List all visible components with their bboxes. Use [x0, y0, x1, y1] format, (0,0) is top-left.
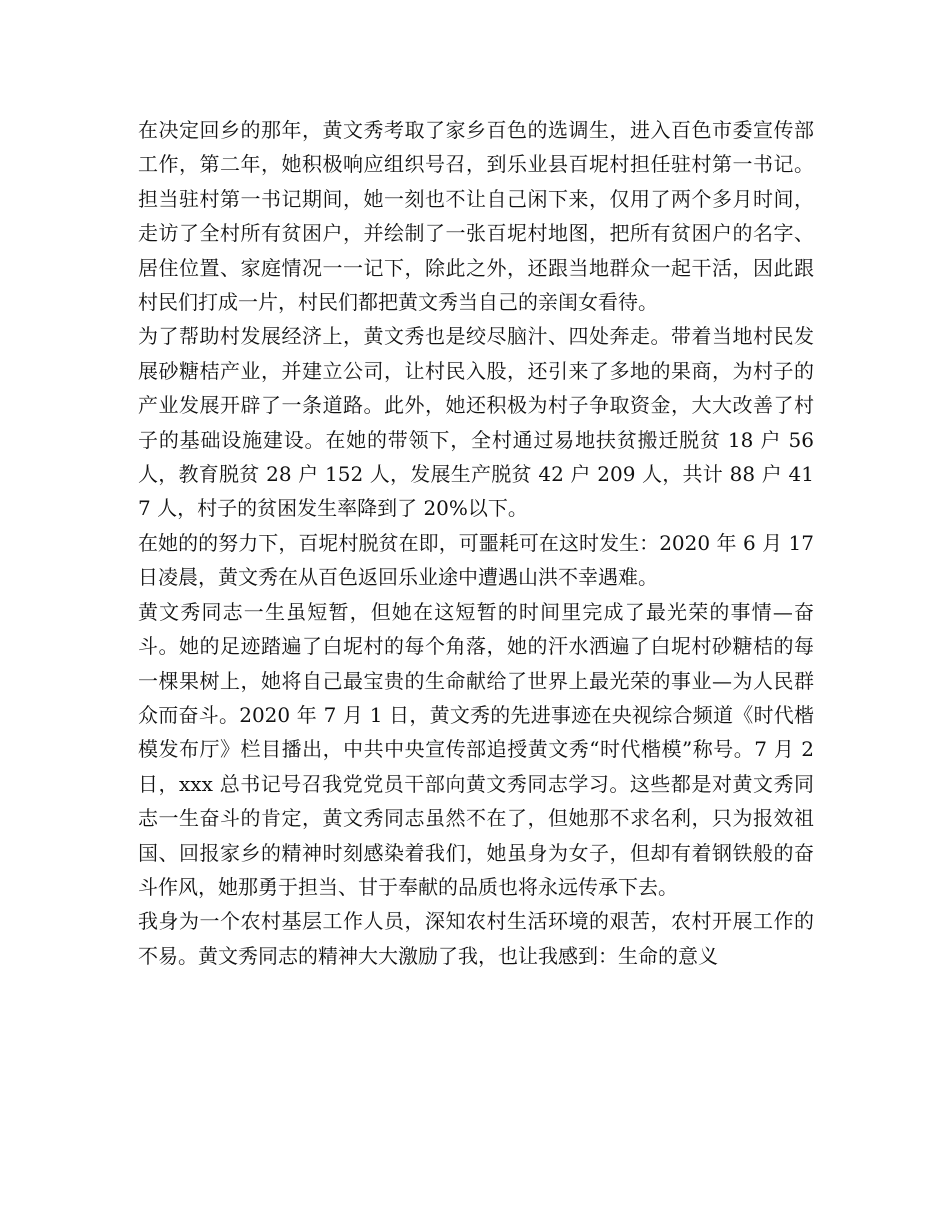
paragraph-flood-tragedy: 在她的的努力下，百坭村脱贫在即，可噩耗可在这时发生：2020 年 6 月 17 日凌晨，黄文秀在从百色返回乐业途中遭遇山洪不幸遇难。 — [138, 530, 814, 590]
paragraph-legacy: 黄文秀同志一生虽短暂，但她在这短暂的时间里完成了最光荣的事情—奋斗。她的足迹踏遍了白坭村的每个角落，她的汗水洒遍了白坭村砂糖桔的每一棵果树上，她将自己最宝贵的生命献给了世界上最光荣的事业—为人民群众而奋斗。2020 年 7 月 1 日，黄文秀的先进事迹在央视综合频道《时代楷模发布厅》栏目播出，中共中央宣传部追授黄文秀“时代楷模”称号。7 月 2 日，xxx 总书记号召我党党员干部向黄文秀同志学习。这些都是对黄文秀同志一生奋斗的肯定，黄文秀同志虽然不在了，但她那不求名利，只为报效祖国、回报家乡的精神时刻感染着我们，她虽身为女子，但却有着钢铁般的奋斗作风，她那勇于担当、甘于奉献的品质也将永远传承下去。 — [138, 599, 814, 899]
paragraph-economic-development: 为了帮助村发展经济上，黄文秀也是绞尽脑汁、四处奔走。带着当地村民发展砂糖桔产业，并建立公司，让村民入股，还引来了多地的果商，为村子的产业发展开辟了一条道路。此外，她还积极为村子争取资金，大大改善了村子的基础设施建设。在她的带领下，全村通过易地扶贫搬迁脱贫 18 户 56 人，教育脱贫 28 户 152 人，发展生产脱贫 42 户 209 人，共计 88 户 417 人，村子的贫困发生率降到了 20%以下。 — [138, 324, 814, 521]
paragraph-return-home: 在决定回乡的那年，黄文秀考取了家乡百色的选调生，进入百色市委宣传部工作，第二年，她积极响应组织号召，到乐业县百坭村担任驻村第一书记。担当驻村第一书记期间，她一刻也不让自己闲下来，仅用了两个多月时间，走访了全村所有贫困户，并绘制了一张百坭村地图，把所有贫困户的名字、居住位置、家庭情况一一记下，除此之外，还跟当地群众一起干活，因此跟村民们打成一片，村民们都把黄文秀当自己的亲闺女看待。 — [138, 118, 814, 315]
document-body — [138, 113, 814, 973]
paragraph-personal-reflection: 我身为一个农村基层工作人员，深知农村生活环境的艰苦，农村开展工作的不易。黄文秀同志的精神大大激励了我，也让我感到：生命的意义 — [138, 909, 814, 968]
